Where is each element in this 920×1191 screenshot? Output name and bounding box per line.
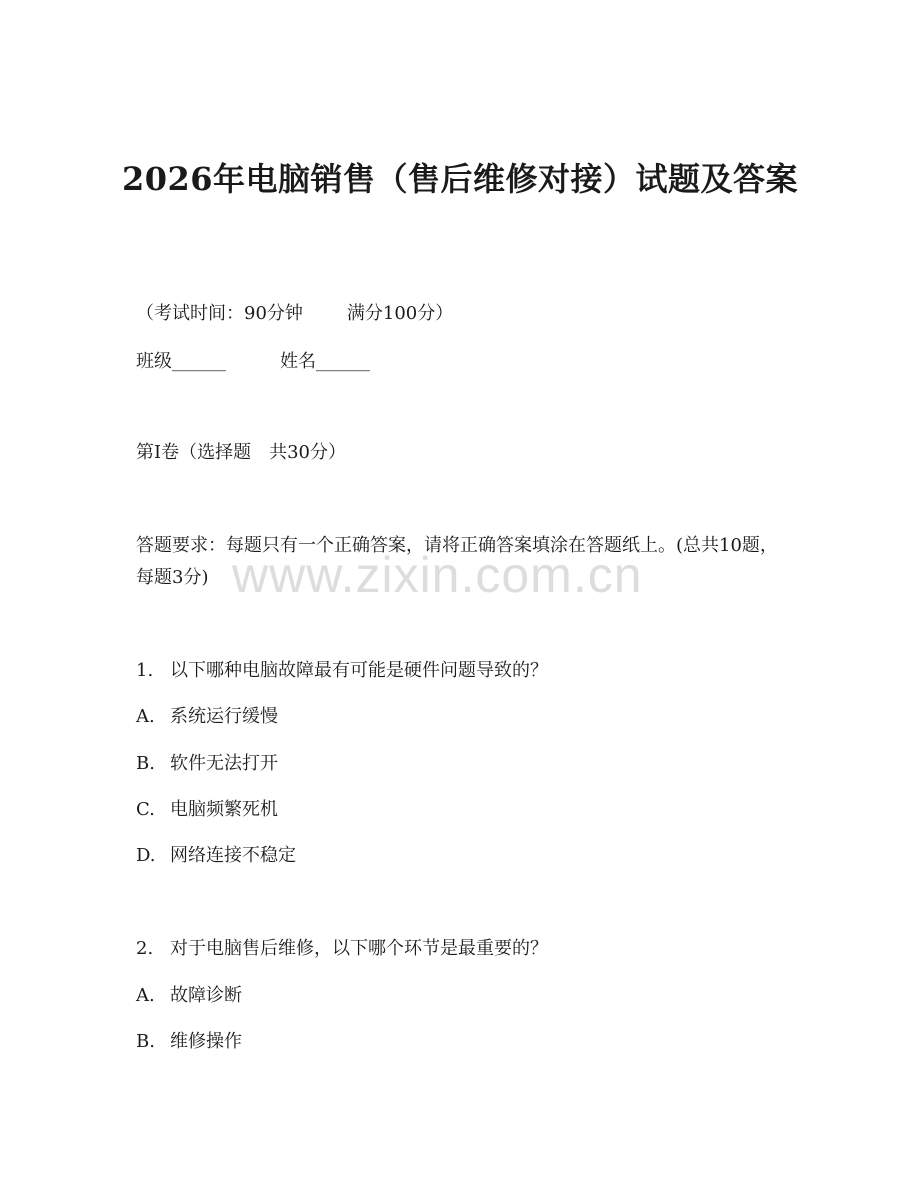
option-letter: C. [136,799,155,820]
option-text: 系统运行缓慢 [170,706,278,727]
question-number: 2. [136,938,154,959]
question-2-option-a [136,983,242,1009]
section-title: 第I卷（选择题 共30分） [136,442,347,463]
exam-info [136,301,453,327]
question-1-option-b [136,751,278,777]
question-1-option-a [136,704,278,730]
question-text: 以下哪种电脑故障最有可能是硬件问题导致的？ [170,660,548,681]
question-1-option-d [136,843,296,869]
option-text: 故障诊断 [170,985,242,1006]
option-letter: A. [136,706,155,727]
option-letter: A. [136,985,155,1006]
name-field-label: 姓名______ [280,351,370,372]
option-text: 电脑频繁死机 [170,799,278,820]
document-title: 2026年电脑销售（售后维修对接）试题及答案 [121,160,799,198]
option-text: 维修操作 [170,1031,242,1052]
question-number: 1. [136,660,154,681]
watermark: www.zixin.com.cn [232,547,643,603]
option-text: 网络连接不稳定 [170,845,296,866]
option-letter: D. [136,845,156,866]
class-field-label: 班级______ [136,351,226,372]
question-text: 对于电脑售后维修，以下哪个环节是最重要的？ [170,938,548,959]
question-1 [136,658,548,684]
exam-score: 满分100分） [346,303,454,324]
question-2-option-b [136,1029,242,1055]
option-letter: B. [136,1031,155,1052]
answer-instructions: 答题要求：每题只有一个正确答案，请将正确答案填涂在答题纸上。(总共10题，每题3分) [136,535,778,588]
student-fields [136,349,370,375]
exam-time: （考试时间：90分钟 [136,303,303,324]
question-2 [136,936,548,962]
option-text: 软件无法打开 [170,753,278,774]
question-1-option-c [136,797,278,823]
option-letter: B. [136,753,155,774]
